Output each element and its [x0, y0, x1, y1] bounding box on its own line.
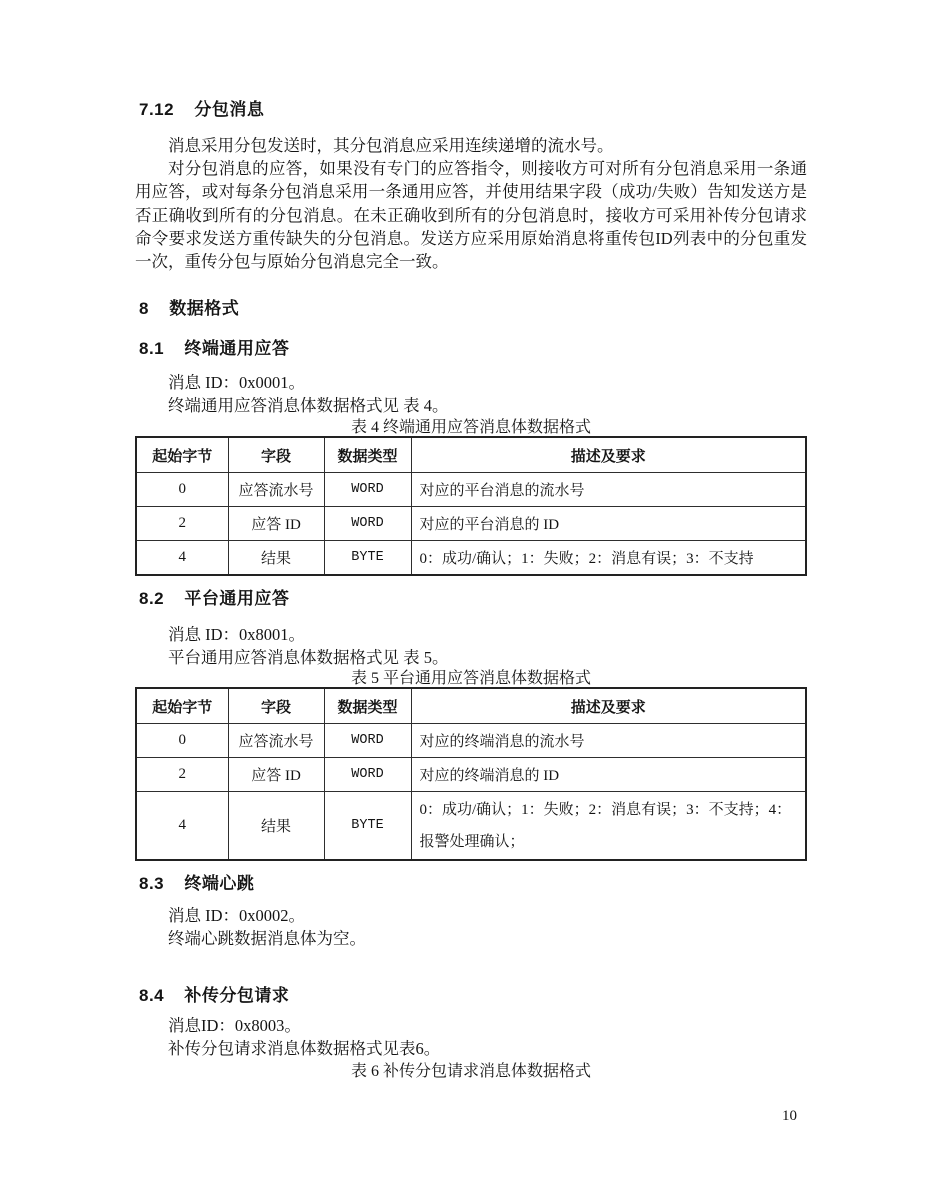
section-heading-8-3	[139, 874, 811, 894]
table-cell-datatype: BYTE	[324, 792, 411, 861]
table-header-cell: 数据类型	[324, 688, 411, 724]
table-cell-start-byte: 4	[136, 541, 228, 576]
table-cell-field: 应答 ID	[228, 507, 324, 541]
section-8-3-body	[135, 904, 807, 950]
table-cell-description: 对应的终端消息的 ID	[411, 758, 806, 792]
table-cell-field: 应答流水号	[228, 473, 324, 507]
table-cell-description: 0：成功/确认；1：失败；2：消息有误；3：不支持	[411, 541, 806, 576]
table-ref-line: 平台通用应答消息体数据格式见 表 5。	[168, 648, 449, 668]
table-cell-field: 结果	[228, 792, 324, 861]
section-heading-8	[139, 299, 811, 319]
message-id-line: 消息 ID：0x8001。	[168, 625, 306, 644]
table-cell-start-byte: 0	[136, 724, 228, 758]
table-cell-start-byte: 0	[136, 473, 228, 507]
table-cell-datatype: WORD	[324, 724, 411, 758]
table-cell-start-byte: 4	[136, 792, 228, 861]
table-4	[135, 436, 807, 576]
section-heading-8-2	[139, 589, 811, 609]
table-caption: 表 5 平台通用应答消息体数据格式	[350, 670, 591, 687]
table-cell-description: 对应的平台消息的 ID	[411, 507, 806, 541]
section-8-1-body	[135, 371, 807, 417]
message-id-line: 消息ID：0x8003。	[168, 1016, 301, 1035]
paragraph: 消息采用分包发送时，其分包消息应采用连续递增的流水号。	[168, 136, 614, 155]
table-cell-field: 应答 ID	[228, 758, 324, 792]
table-caption: 表 6 补传分包请求消息体数据格式	[350, 1063, 591, 1080]
table-row	[136, 473, 806, 507]
table-cell-description: 0：成功/确认；1：失败；2：消息有误；3：不支持；4：报警处理确认；	[411, 792, 806, 861]
table-caption: 表 4 终端通用应答消息体数据格式	[350, 419, 591, 436]
body-line: 终端心跳数据消息体为空。	[168, 929, 366, 949]
section-8-4-body	[135, 1014, 807, 1060]
table-header-cell: 描述及要求	[411, 437, 806, 473]
table-cell-field: 结果	[228, 541, 324, 576]
table-header-cell: 字段	[228, 437, 324, 473]
table-row	[136, 758, 806, 792]
table-cell-description: 对应的平台消息的流水号	[411, 473, 806, 507]
table-cell-datatype: WORD	[324, 758, 411, 792]
table-header-row	[136, 437, 806, 473]
table-header-cell: 起始字节	[136, 437, 228, 473]
table-cell-datatype: BYTE	[324, 541, 411, 576]
section-7-12-body	[135, 134, 807, 273]
section-number: 8.1	[139, 339, 165, 358]
section-heading-8-4	[139, 986, 811, 1006]
section-heading-7-12	[139, 100, 811, 120]
table-ref-line: 终端通用应答消息体数据格式见 表 4。	[168, 396, 449, 416]
page-number: 10	[782, 1108, 797, 1124]
message-id-line: 消息 ID：0x0001。	[168, 373, 306, 392]
paragraph: 对分包消息的应答，如果没有专门的应答指令，则接收方可对所有分包消息采用一条通用应答，或对每条分包消息采用一条通用应答，并使用结果字段（成功/失败）告知发送方是否正确收到所有的分包消息。在未正确收到所有的分包消息时，接收方可采用补传分包请求命令要求发送方重传缺失的分包消息。发送方应采用原始消息将重传包ID列表中的分包重发一次，重传分包与原始分包消息完全一致。	[135, 159, 807, 272]
section-title: 补传分包请求	[184, 986, 290, 1005]
section-number: 8.3	[139, 874, 165, 893]
table-row	[136, 724, 806, 758]
table-cell-field: 应答流水号	[228, 724, 324, 758]
table-ref-line: 补传分包请求消息体数据格式见表6。	[168, 1039, 441, 1059]
table-cell-start-byte: 2	[136, 507, 228, 541]
section-title: 终端通用应答	[184, 339, 290, 358]
table-5	[135, 687, 807, 861]
section-number: 7.12	[139, 100, 175, 119]
table-row	[136, 792, 806, 861]
table-cell-description: 对应的终端消息的流水号	[411, 724, 806, 758]
section-title: 平台通用应答	[184, 589, 290, 608]
section-title: 数据格式	[169, 299, 240, 318]
table-header-cell: 字段	[228, 688, 324, 724]
section-title: 分包消息	[194, 100, 265, 119]
section-number: 8	[139, 299, 149, 318]
section-number: 8.2	[139, 589, 165, 608]
section-heading-8-1	[139, 339, 811, 359]
message-id-line: 消息 ID：0x0002。	[168, 906, 306, 925]
table-header-row	[136, 688, 806, 724]
table-row	[136, 541, 806, 576]
table-header-cell: 描述及要求	[411, 688, 806, 724]
table-row	[136, 507, 806, 541]
table-header-cell: 数据类型	[324, 437, 411, 473]
section-number: 8.4	[139, 986, 165, 1005]
table-cell-start-byte: 2	[136, 758, 228, 792]
section-8-2-body	[135, 623, 807, 669]
table-header-cell: 起始字节	[136, 688, 228, 724]
table-cell-datatype: WORD	[324, 507, 411, 541]
table-cell-datatype: WORD	[324, 473, 411, 507]
section-title: 终端心跳	[184, 874, 255, 893]
